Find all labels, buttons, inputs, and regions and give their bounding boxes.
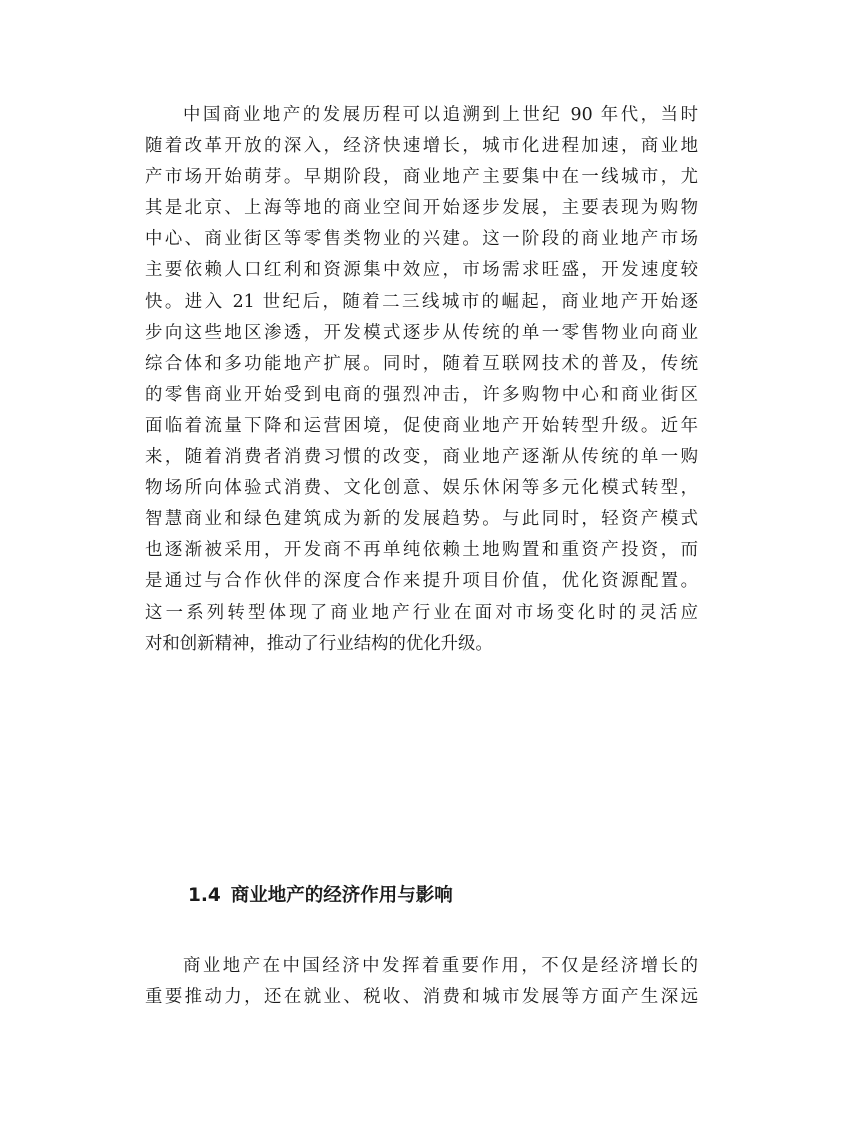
paragraph-line: 是通过与合作伙伴的深度合作来提升项目价值，优化资源配置。 bbox=[145, 571, 698, 592]
paragraph-line: 中心、商业街区等零售类物业的兴建。这一阶段的商业地产市场 bbox=[145, 229, 698, 250]
paragraph-line: 物场所向体验式消费、文化创意、娱乐休闲等多元化模式转型， bbox=[145, 478, 698, 499]
paragraph-line: 这一系列转型体现了商业地产行业在面对市场变化时的灵活应 bbox=[145, 602, 698, 623]
paragraph-line: 的零售商业开始受到电商的强烈冲击，许多购物中心和商业街区 bbox=[145, 384, 698, 405]
section-number: 1.4 bbox=[188, 885, 221, 906]
paragraph-line: 重要推动力，还在就业、税收、消费和城市发展等方面产生深远 bbox=[145, 987, 698, 1008]
paragraph-line: 智慧商业和绿色建筑成为新的发展趋势。与此同时，轻资产模式 bbox=[145, 509, 698, 530]
body-paragraph-history bbox=[145, 100, 698, 660]
paragraph-line: 中国商业地产的发展历程可以追溯到上世纪 90 年代，当时 bbox=[183, 105, 698, 125]
paragraph-line: 快。进入 21 世纪后，随着二三线城市的崛起，商业地产开始逐 bbox=[145, 291, 698, 312]
paragraph-line: 面临着流量下降和运营困境，促使商业地产开始转型升级。近年 bbox=[145, 415, 698, 436]
paragraph-line: 也逐渐被采用，开发商不再单纯依赖土地购置和重资产投资，而 bbox=[145, 540, 698, 561]
paragraph-line: 其是北京、上海等地的商业空间开始逐步发展，主要表现为购物 bbox=[145, 198, 698, 219]
paragraph-line: 综合体和多功能地产扩展。同时，随着互联网技术的普及，传统 bbox=[145, 353, 698, 374]
paragraph-line: 随着改革开放的深入，经济快速增长，城市化进程加速，商业地 bbox=[145, 136, 698, 157]
paragraph-line: 步向这些地区渗透，开发模式逐步从传统的单一零售物业向商业 bbox=[145, 322, 698, 343]
paragraph-line: 来，随着消费者消费习惯的改变，商业地产逐渐从传统的单一购 bbox=[145, 447, 698, 468]
section-title: 商业地产的经济作用与影响 bbox=[230, 885, 453, 906]
paragraph-line: 对和创新精神，推动了行业结构的优化升级。 bbox=[145, 633, 493, 654]
body-paragraph-economic-role bbox=[145, 951, 698, 1013]
paragraph-line: 产市场开始萌芽。早期阶段，商业地产主要集中在一线城市，尤 bbox=[145, 167, 698, 188]
paragraph-line: 商业地产在中国经济中发挥着重要作用，不仅是经济增长的 bbox=[183, 956, 698, 976]
paragraph-line: 主要依赖人口红利和资源集中效应，市场需求旺盛，开发速度较 bbox=[145, 260, 698, 281]
section-heading bbox=[188, 879, 453, 913]
